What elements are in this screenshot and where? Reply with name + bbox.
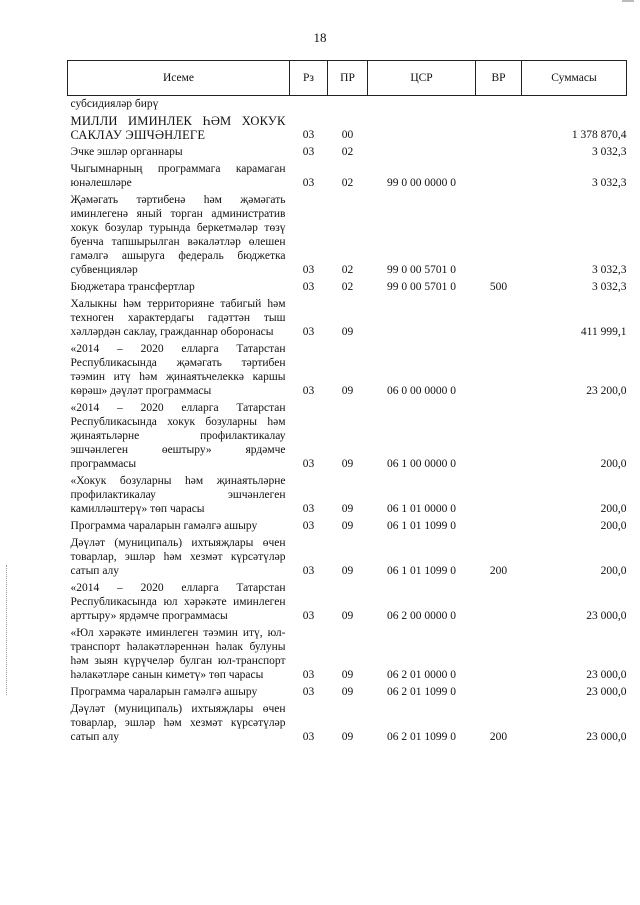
continuation-text: субсидияләр бирү	[70, 98, 159, 110]
continuation-row	[68, 96, 627, 114]
row-pr: 02	[341, 177, 354, 189]
table-row	[68, 192, 627, 279]
row-name: МИЛЛИ ИМИНЛЕК ҺӘМ ХОКУК САКЛАУ ЭШЧӘНЛЕГЕ	[70, 114, 286, 142]
row-pr: 00	[341, 129, 354, 141]
row-sum: 3 032,3	[592, 264, 627, 276]
corner-scan-mark	[622, 0, 634, 2]
row-name: «2014 – 2020 елларга Татарстан Республикасында юл хәрәкәте иминлеген арттыру» ярдәмче программасы	[70, 582, 286, 622]
row-csr: 06 2 01 1099 0	[387, 686, 456, 698]
table-row	[68, 625, 627, 684]
row-name: Программа чараларын гамәлгә ашыру	[70, 520, 258, 532]
header-sum: Суммасы	[522, 61, 627, 96]
table-row	[68, 341, 627, 400]
row-csr: 06 2 01 1099 0	[387, 731, 456, 743]
row-csr: 99 0 00 0000 0	[387, 177, 456, 189]
row-name: Эчке эшләр органнары	[70, 146, 183, 158]
header-vr: ВР	[476, 61, 522, 96]
row-rz: 03	[302, 264, 315, 276]
row-sum: 23 000,0	[586, 686, 627, 698]
row-pr: 09	[341, 520, 354, 532]
row-csr: 06 0 00 0000 0	[387, 385, 456, 397]
row-csr: 06 1 01 1099 0	[387, 520, 456, 532]
row-pr: 09	[341, 326, 354, 338]
header-csr: ЦСР	[368, 61, 476, 96]
row-vr	[476, 580, 522, 625]
row-vr: 500	[489, 281, 508, 293]
row-pr: 02	[341, 264, 354, 276]
row-name: Чыгымнарның программага карамаган юнәлешләре	[70, 163, 286, 189]
header-name: Исеме	[68, 61, 290, 96]
header-rz: Рз	[290, 61, 328, 96]
row-name: Җәмәгать тәртибенә һәм җәмәгать иминлегенә яный торган административ хокук бозулар турында беркетмәләр төзү буенча тапшырылган вәкаләтләр өлешен гамәлгә ашыруга федераль бюджетка субвенцияләр	[70, 194, 286, 276]
row-rz: 03	[302, 281, 315, 293]
row-pr: 09	[341, 669, 354, 681]
row-csr: 06 1 01 1099 0	[387, 565, 456, 577]
row-pr: 09	[341, 458, 354, 470]
row-sum: 200,0	[600, 565, 627, 577]
row-rz: 03	[302, 610, 315, 622]
row-vr	[476, 113, 522, 144]
row-csr: 06 1 00 0000 0	[387, 458, 456, 470]
row-csr	[368, 113, 476, 144]
row-name: Программа чараларын гамәлгә ашыру	[70, 686, 258, 698]
row-sum: 23 000,0	[586, 731, 627, 743]
page-number: 18	[313, 30, 327, 45]
row-name: Дәүләт (муниципаль) ихтыяҗлары өчен товарлар, эшләр һәм хезмәт күрсәтүләр сатып алу	[70, 537, 286, 577]
table-row	[68, 296, 627, 341]
row-vr: 200	[489, 565, 508, 577]
row-sum: 200,0	[600, 503, 627, 515]
row-rz: 03	[302, 385, 315, 397]
row-vr	[476, 144, 522, 161]
row-pr: 02	[341, 281, 354, 293]
table-row	[68, 535, 627, 580]
row-sum: 23 000,0	[586, 610, 627, 622]
row-vr	[476, 518, 522, 535]
row-rz: 03	[302, 520, 315, 532]
margin-dotted-line	[6, 565, 9, 695]
row-name: «2014 – 2020 елларга Татарстан Республикасында хокук бозуларны һәм җинаятьләрне профилактикалау эшчәнлеген өештыру» ярдәмче программасы	[70, 402, 286, 470]
row-sum: 3 032,3	[592, 146, 627, 158]
row-pr: 09	[341, 565, 354, 577]
row-rz: 03	[302, 731, 315, 743]
table-row	[68, 279, 627, 296]
row-rz: 03	[302, 458, 315, 470]
table-row	[68, 113, 627, 144]
row-name: Дәүләт (муниципаль) ихтыяҗлары өчен товарлар, эшләр һәм хезмәт күрсәтүләр сатып алу	[70, 703, 286, 743]
row-rz: 03	[302, 565, 315, 577]
row-pr: 09	[341, 385, 354, 397]
row-rz: 03	[302, 326, 315, 338]
row-rz: 03	[302, 503, 315, 515]
row-rz: 03	[302, 686, 315, 698]
row-vr	[476, 684, 522, 701]
table-row	[68, 701, 627, 746]
row-sum: 200,0	[600, 520, 627, 532]
row-name: Халыкны һәм территорияне табигый һәм техноген характердагы гадәттән тыш хәлләрдән саклау, гражданнар оборонасы	[70, 298, 286, 338]
row-csr: 06 2 00 0000 0	[387, 610, 456, 622]
row-pr: 09	[341, 610, 354, 622]
row-csr	[368, 144, 476, 161]
row-vr	[476, 341, 522, 400]
table-header-row	[68, 61, 627, 96]
row-sum: 3 032,3	[592, 281, 627, 293]
row-vr	[476, 161, 522, 192]
row-csr: 06 1 01 0000 0	[387, 503, 456, 515]
row-pr: 09	[341, 686, 354, 698]
row-rz: 03	[302, 177, 315, 189]
row-sum: 23 000,0	[586, 669, 627, 681]
row-rz: 03	[302, 669, 315, 681]
row-rz: 03	[302, 129, 315, 141]
row-csr	[368, 296, 476, 341]
row-vr	[476, 192, 522, 279]
row-rz: 03	[302, 146, 315, 158]
row-csr: 99 0 00 5701 0	[387, 264, 456, 276]
row-name: Бюджетара трансфертлар	[70, 281, 195, 293]
table-row	[68, 473, 627, 518]
row-csr: 06 2 01 0000 0	[387, 669, 456, 681]
row-sum: 23 200,0	[586, 385, 627, 397]
row-vr	[476, 400, 522, 473]
table-row	[68, 144, 627, 161]
table-row	[68, 161, 627, 192]
header-pr: ПР	[328, 61, 368, 96]
row-vr	[476, 296, 522, 341]
row-csr: 99 0 00 5701 0	[387, 281, 456, 293]
row-pr: 02	[341, 146, 354, 158]
row-name: «2014 – 2020 елларга Татарстан Республикасында җәмәгать тәртибен тәэмин итү һәм җинаятьчелеккә каршы көрәш» дәүләт программасы	[70, 343, 286, 397]
table-row	[68, 400, 627, 473]
row-sum: 200,0	[600, 458, 627, 470]
row-sum: 411 999,1	[580, 326, 627, 338]
row-vr	[476, 473, 522, 518]
row-vr	[476, 625, 522, 684]
row-name: «Хокук бозуларны һәм җинаятьләрне профилактикалау эшчәнлеген камилләштерү» төп чарасы	[70, 475, 286, 515]
row-pr: 09	[341, 503, 354, 515]
table-row	[68, 518, 627, 535]
row-pr: 09	[341, 731, 354, 743]
row-sum: 3 032,3	[592, 177, 627, 189]
budget-table	[67, 60, 627, 746]
row-vr: 200	[489, 731, 508, 743]
table-row	[68, 580, 627, 625]
table-row	[68, 684, 627, 701]
row-sum: 1 378 870,4	[571, 129, 627, 141]
row-name: «Юл хәрәкәте иминлеген тәэмин итү, юл-транспорт һәлакәтләреннән һәлак булуны һәм зыян күрүчеләр булган юл-транспорт һәлакәтләре санын киметү» төп чарасы	[70, 627, 286, 681]
